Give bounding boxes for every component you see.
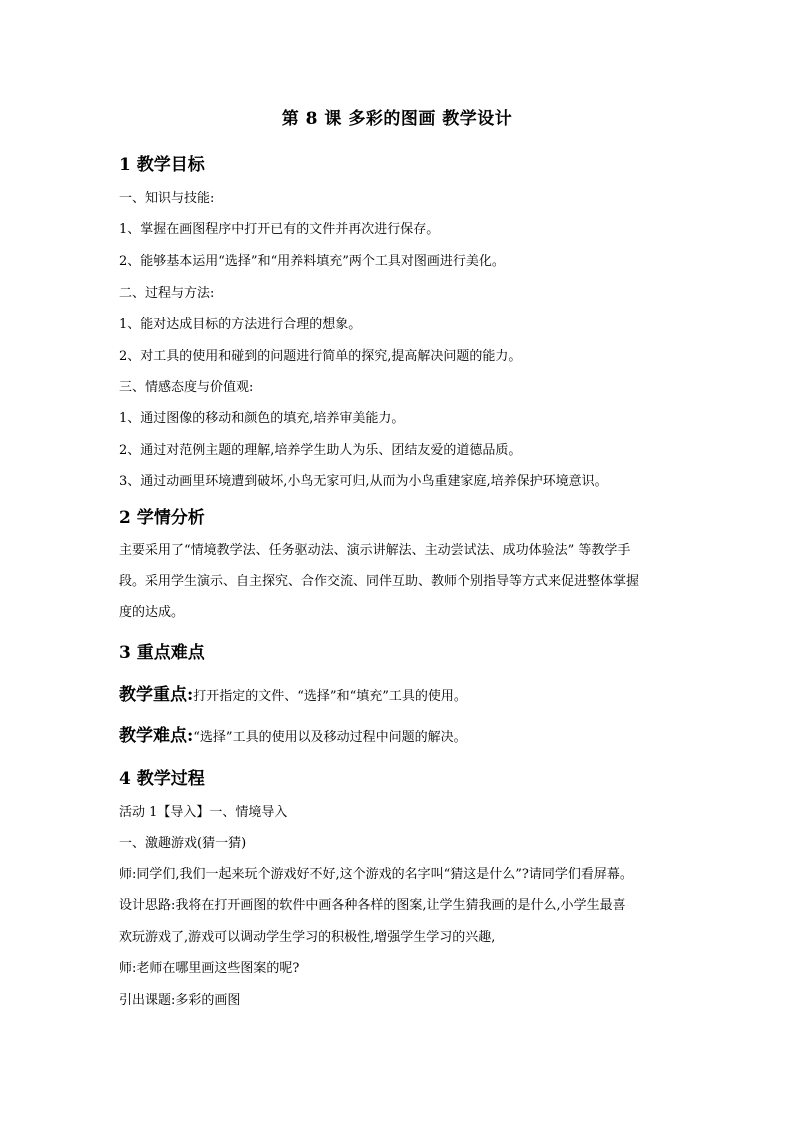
- key-point-row: [119, 680, 467, 705]
- process-method-heading: 二、过程与方法:: [119, 286, 215, 301]
- attitude-item-3: 3、通过动画里环境遭到破坏,小鸟无家可归,从而为小鸟重建家庭,培养保护环境意识。: [119, 474, 608, 489]
- teacher-line-2: 师:老师在哪里画这些图案的呢?: [119, 961, 300, 976]
- knowledge-skills-heading: 一、知识与技能:: [119, 191, 215, 206]
- section-heading-process: 4 教学过程: [119, 769, 205, 789]
- difficulty-label: 教学难点:: [119, 726, 194, 746]
- section-heading-key-points: 3 重点难点: [119, 643, 205, 663]
- knowledge-item-2: 2、能够基本运用“选择”和“用养料填充”两个工具对图画进行美化。: [119, 254, 505, 269]
- analysis-paragraph: [119, 535, 679, 628]
- knowledge-item-1: 1、掌握在画图程序中打开已有的文件并再次进行保存。: [119, 222, 440, 237]
- attitude-item-2: 2、通过对范例主题的理解,培养学生助人为乐、团结友爱的道德品质。: [119, 443, 522, 458]
- process-item-2: 2、对工具的使用和碰到的问题进行简单的探究,提高解决问题的能力。: [119, 349, 522, 364]
- warmup-game-title: 一、激趣游戏(猜一猜): [119, 836, 247, 851]
- activity-1-title: 活动 1【导入】一、情境导入: [119, 805, 288, 820]
- teacher-line-1: 师:同学们,我们一起来玩个游戏好不好,这个游戏的名字叫“猜这是什么”?请同学们看屏幕。: [119, 867, 633, 882]
- section-heading-analysis: 2 学情分析: [119, 508, 205, 528]
- section-heading-objectives: 1 教学目标: [119, 155, 205, 175]
- design-idea-line-1: 设计思路:我将在打开画图的软件中画各种各样的图案,让学生猜我画的是什么,小学生最喜: [119, 898, 626, 913]
- analysis-line-3: 度的达成。: [119, 605, 185, 620]
- analysis-line-2: 段。采用学生演示、自主探究、合作交流、同伴互助、教师个别指导等方式来促进整体掌握: [119, 574, 640, 589]
- topic-intro-line: 引出课题:多彩的画图: [119, 993, 241, 1008]
- analysis-line-1: 主要采用了“情境教学法、任务驱动法、演示讲解法、主动尝试法、成功体验法” 等教学手: [119, 543, 631, 558]
- key-point-label: 教学重点:: [119, 685, 194, 705]
- document-title: 第 8 课 多彩的图画 教学设计: [281, 109, 513, 129]
- attitude-heading: 三、情感态度与价值观:: [119, 380, 254, 395]
- difficulty-text: “选择”工具的使用以及移动过程中问题的解决。: [193, 730, 467, 745]
- process-item-1: 1、能对达成目标的方法进行合理的想象。: [119, 317, 362, 332]
- difficulty-row: [119, 721, 467, 746]
- attitude-item-1: 1、通过图像的移动和颜色的填充,培养审美能力。: [119, 411, 405, 426]
- design-idea-line-2: 欢玩游戏了,游戏可以调动学生学习的积极性,增强学生学习的兴趣,: [119, 930, 496, 945]
- key-point-text: 打开指定的文件、“选择”和“填充”工具的使用。: [193, 689, 467, 704]
